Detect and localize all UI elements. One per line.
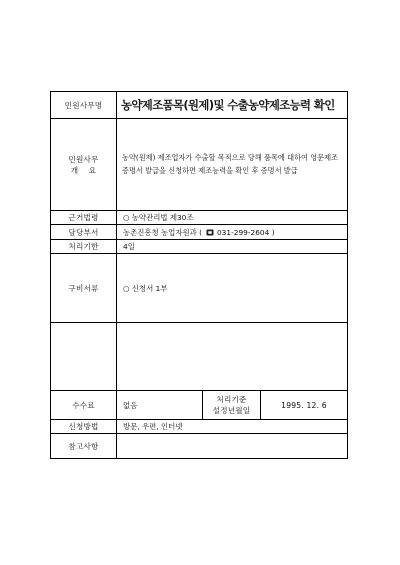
dept-value bbox=[117, 225, 347, 239]
dept-name: 농촌진흥청 농업자원과 ( bbox=[123, 227, 202, 237]
fee-value: 없음 bbox=[123, 400, 138, 410]
summary-label-line-2: 개 요 bbox=[70, 165, 97, 175]
dept-label: 담당부서 bbox=[68, 227, 99, 237]
basis-label-line-1: 처리기준 bbox=[216, 395, 247, 404]
law-label: 근거법령 bbox=[68, 213, 99, 222]
summary-label bbox=[51, 119, 116, 210]
title-label: 민원사무명 bbox=[64, 100, 103, 110]
notes-value bbox=[117, 434, 347, 458]
fee-label: 수수료 bbox=[72, 400, 95, 410]
docs-value: ○ 신청서 1부 bbox=[123, 283, 168, 293]
blank-row bbox=[51, 323, 347, 390]
basis-label bbox=[203, 391, 260, 419]
method-value: 방문, 우편, 인터넷 bbox=[123, 422, 183, 431]
period-value: 4일 bbox=[123, 242, 135, 251]
civil-service-form bbox=[50, 91, 348, 459]
form-title: 농약제조품목(원제)및 수출농약제조능력 확인 bbox=[121, 98, 335, 112]
period-label: 처리기한 bbox=[68, 242, 99, 251]
notes-label: 참고사항 bbox=[68, 441, 99, 451]
law-value: ○ 농약관리법 제30조 bbox=[123, 213, 194, 222]
method-label: 신청방법 bbox=[68, 422, 99, 431]
summary-label-line-1: 민원사무 bbox=[68, 154, 99, 164]
docs-label: 구비서류 bbox=[68, 283, 99, 293]
phone-icon bbox=[206, 229, 214, 236]
dept-phone: 031-299-2604 ) bbox=[216, 227, 275, 237]
basis-label-line-2: 설정년월일 bbox=[212, 406, 251, 415]
summary-text: 농약(원제) 제조업자가 수출할 목적으로 당해 품목에 대하여 영문제조증명서 발급을 신청하면 제조능력을 확인 후 증명서 발급 bbox=[122, 153, 339, 175]
basis-date: 1995. 12. 6 bbox=[281, 400, 327, 410]
